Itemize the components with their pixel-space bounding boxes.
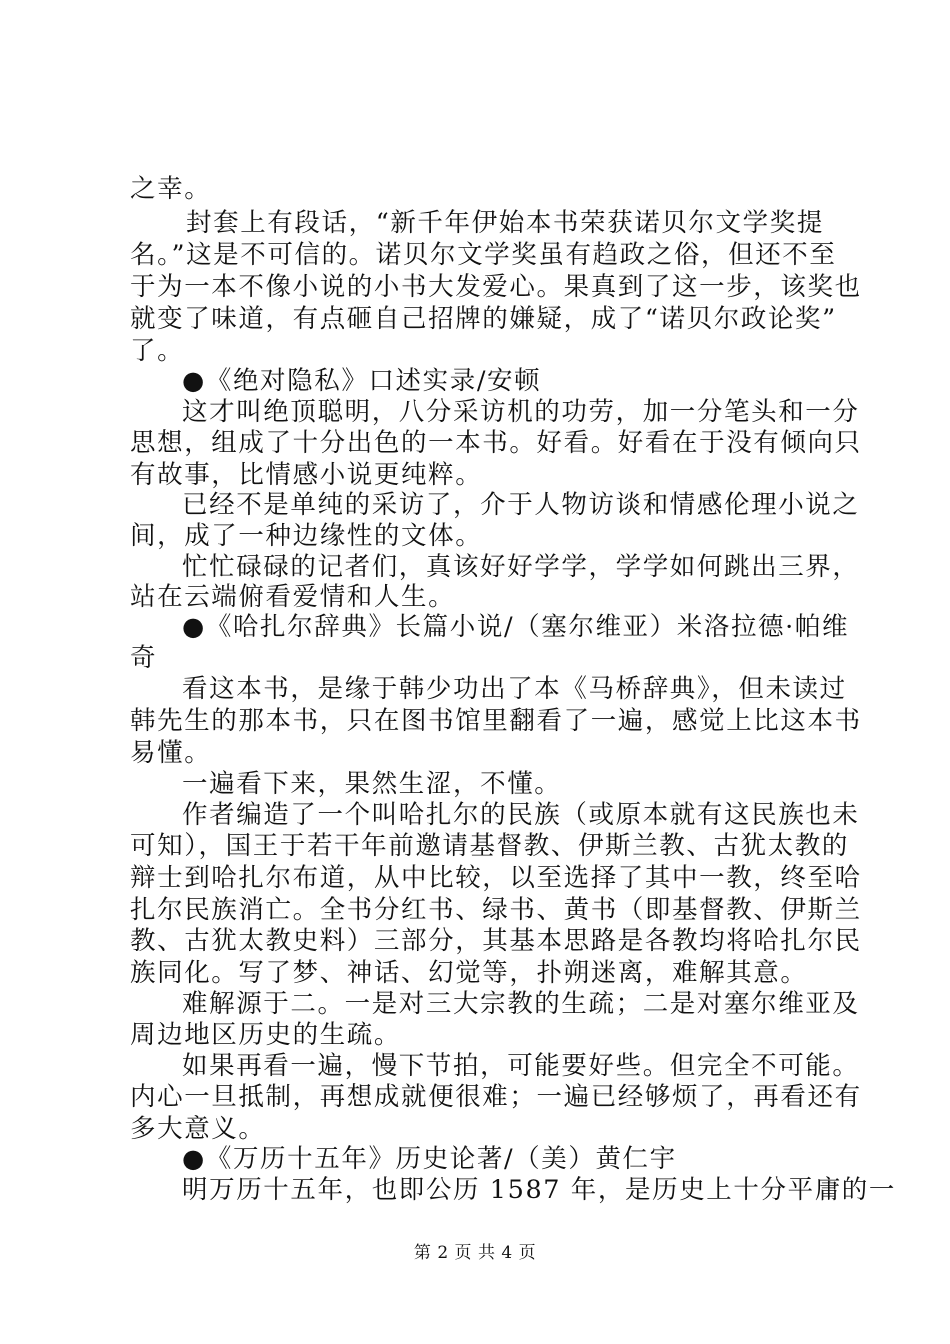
text-line: 扎尔民族消亡。全书分红书、绿书、黄书（即基督教、伊斯兰 xyxy=(130,895,862,925)
text-line: 难解源于二。一是对三大宗教的生疏；二是对塞尔维亚及 xyxy=(182,989,860,1019)
text-line: 辩士到哈扎尔布道，从中比较，以至选择了其中一教，终至哈 xyxy=(130,863,862,893)
text-line: 有故事，比情感小说更纯粹。 xyxy=(130,460,483,490)
text-line: 封套上有段话，“新千年伊始本书荣获诺贝尔文学奖提 xyxy=(186,208,824,238)
text-line: 站在云端俯看爱情和人生。 xyxy=(130,582,456,612)
text-line: 思想，组成了十分出色的一本书。好看。好看在于没有倾向只 xyxy=(130,428,862,458)
text-line: 族同化。写了梦、神话、幻觉等，扑朔迷离，难解其意。 xyxy=(130,958,808,988)
text-line: 内心一旦抵制，再想成就便很难；一遍已经够烦了，再看还有 xyxy=(130,1082,862,1112)
text-line: 一遍看下来，果然生涩，不懂。 xyxy=(182,769,562,799)
text-line: 明万历十五年，也即公历 1587 年，是历史上十分平庸的一 xyxy=(182,1175,897,1205)
text-line: 奇 xyxy=(130,643,158,673)
text-line: 周边地区历史的生疏。 xyxy=(130,1020,402,1050)
text-line: 之幸。 xyxy=(130,174,212,204)
text-line: 作者编造了一个叫哈扎尔的民族（或原本就有这民族也未 xyxy=(182,800,860,830)
section-heading: ●《绝对隐私》口述实录/安顿 xyxy=(182,366,542,396)
text-line: 已经不是单纯的采访了，介于人物访谈和情感伦理小说之 xyxy=(182,490,860,520)
text-line: 就变了味道，有点砸自己招牌的嫌疑，成了“诺贝尔政论奖” xyxy=(130,304,837,334)
text-line: 韩先生的那本书，只在图书馆里翻看了一遍，感觉上比这本书 xyxy=(130,706,862,736)
text-line: 教、古犹太教史料）三部分，其基本思路是各教均将哈扎尔民 xyxy=(130,926,862,956)
text-line: 可知），国王于若干年前邀请基督教、伊斯兰教、古犹太教的 xyxy=(130,831,849,861)
section-heading: ●《万历十五年》历史论著/（美）黄仁宇 xyxy=(182,1144,677,1174)
text-line: 多大意义。 xyxy=(130,1114,266,1144)
text-line: 看这本书，是缘于韩少功出了本《马桥辞典》，但未读过 xyxy=(182,674,847,704)
text-line: 于为一本不像小说的小书大发爱心。果真到了这一步，该奖也 xyxy=(130,272,862,302)
text-line: 了。 xyxy=(130,336,185,366)
text-line: 这才叫绝顶聪明，八分采访机的功劳，加一分笔头和一分 xyxy=(182,397,860,427)
text-line: 忙忙碌碌的记者们，真该好好学学，学学如何跳出三界， xyxy=(182,552,860,582)
text-line: 如果再看一遍，慢下节拍，可能要好些。但完全不可能。 xyxy=(182,1051,860,1081)
text-line: 名。”这是不可信的。诺贝尔文学奖虽有趋政之俗，但还不至 xyxy=(130,240,837,270)
text-line: 易懂。 xyxy=(130,738,212,768)
text-line: 间，成了一种边缘性的文体。 xyxy=(130,521,483,551)
section-heading: ●《哈扎尔辞典》长篇小说/（塞尔维亚）米洛拉德·帕维 xyxy=(182,612,850,642)
page-footer: 第 2 页 共 4 页 xyxy=(413,1243,537,1263)
